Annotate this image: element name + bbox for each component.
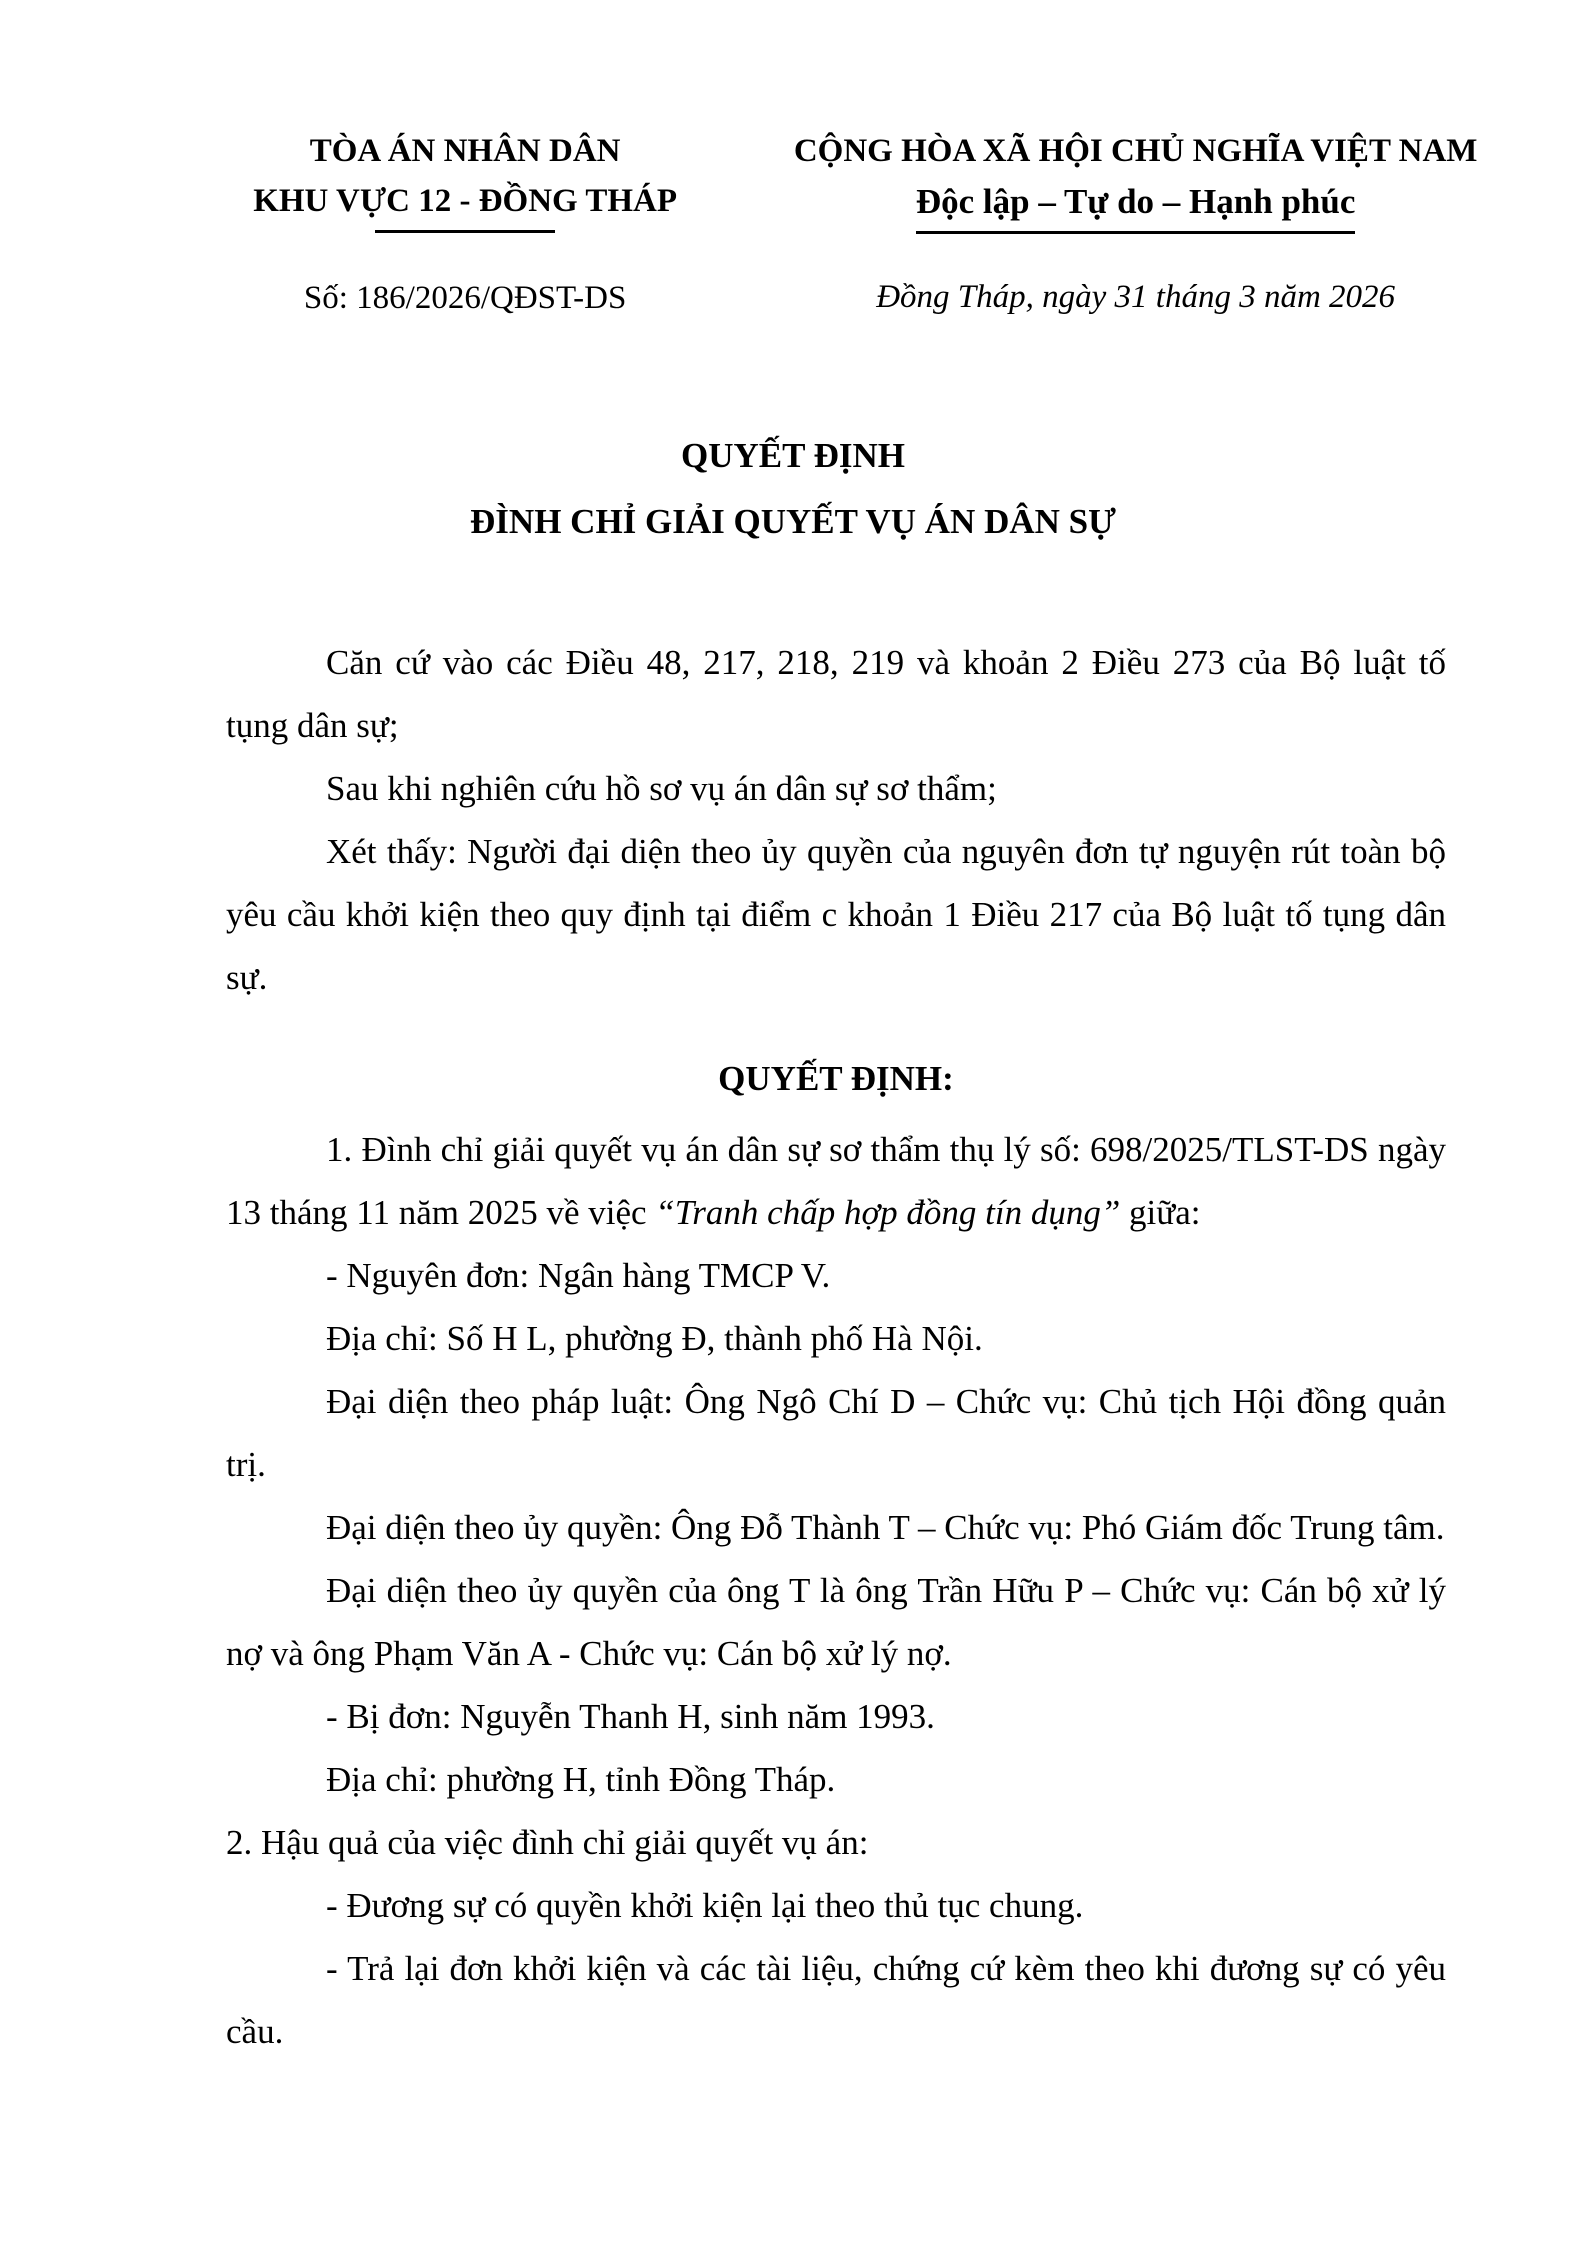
- decision-item-1-prefix: 1. Đình chỉ giải quyết vụ án dân sự sơ thẩm thụ lý số: 698/2025/TLST-DS ngày 13 tháng 11 năm 2025 về việc: [226, 1130, 1446, 1232]
- sub-authorized-representative-line: Đại diện theo ủy quyền của ông T là ông Trần Hữu P – Chức vụ: Cán bộ xử lý nợ và ông Phạm Văn A - Chức vụ: Cán bộ xử lý nợ.: [226, 1571, 1446, 1673]
- document-title-line2: ĐÌNH CHỈ GIẢI QUYẾT VỤ ÁN DÂN SỰ: [470, 502, 1116, 541]
- decision-section-heading: QUYẾT ĐỊNH:: [718, 1059, 954, 1098]
- document-number: Số: 186/2026/QĐST-DS: [303, 280, 627, 316]
- plaintiff-line: - Nguyên đơn: Ngân hàng TMCP V.: [326, 1256, 831, 1295]
- place-date-line: Đồng Tháp, ngày 31 tháng 3 năm 2026: [876, 279, 1396, 315]
- national-motto-text: Độc lập – Tự do – Hạnh phúc: [916, 176, 1356, 234]
- case-name: “Tranh chấp hợp đồng tín dụng”: [655, 1193, 1121, 1232]
- national-motto: [780, 176, 1491, 234]
- consequence-line-2: - Trả lại đơn khởi kiện và các tài liệu, chứng cứ kèm theo khi đương sự có yêu cầu.: [226, 1949, 1446, 2051]
- legal-representative-line: Đại diện theo pháp luật: Ông Ngô Chí D – Chức vụ: Chủ tịch Hội đồng quản trị.: [226, 1382, 1446, 1484]
- court-name-line1: TÒA ÁN NHÂN DÂN: [309, 133, 621, 169]
- decision-item-1: [226, 1118, 1446, 1244]
- authorized-representative-line: Đại diện theo ủy quyền: Ông Đỗ Thành T – Chức vụ: Phó Giám đốc Trung tâm.: [326, 1508, 1445, 1547]
- national-title: CỘNG HÒA XÃ HỘI CHỦ NGHĨA VIỆT NAM: [793, 133, 1478, 169]
- defendant-line: - Bị đơn: Nguyễn Thanh H, sinh năm 1993.: [326, 1697, 935, 1736]
- document-body: [0, 555, 1586, 2063]
- decision-item-2: 2. Hậu quả của việc đình chỉ giải quyết vụ án:: [226, 1823, 869, 1862]
- plaintiff-address-line: Địa chỉ: Số H L, phường Đ, thành phố Hà Nội.: [326, 1319, 983, 1358]
- national-header: [0, 0, 1586, 321]
- preamble-paragraph-2: Sau khi nghiên cứu hồ sơ vụ án dân sự sơ thẩm;: [326, 769, 997, 808]
- national-motto-block: [780, 126, 1491, 321]
- preamble-paragraph-1: Căn cứ vào các Điều 48, 217, 218, 219 và khoản 2 Điều 273 của Bộ luật tố tụng dân sự;: [226, 643, 1446, 745]
- court-header-divider: [375, 230, 555, 233]
- document-title-line1: QUYẾT ĐỊNH: [681, 436, 905, 475]
- decision-item-1-suffix: giữa:: [1120, 1193, 1201, 1232]
- document-title: [0, 423, 1586, 555]
- defendant-address-line: Địa chỉ: phường H, tỉnh Đồng Tháp.: [326, 1760, 836, 1799]
- court-name-line2: KHU VỰC 12 - ĐỒNG THÁP: [253, 183, 678, 219]
- court-header-block: [150, 126, 780, 321]
- preamble-paragraph-3: Xét thấy: Người đại diện theo ủy quyền của nguyên đơn tự nguyện rút toàn bộ yêu cầu khởi kiện theo quy định tại điểm c khoản 1 Điều 217 của Bộ luật tố tụng dân sự.: [226, 832, 1446, 997]
- consequence-line-1: - Đương sự có quyền khởi kiện lại theo thủ tục chung.: [326, 1886, 1084, 1925]
